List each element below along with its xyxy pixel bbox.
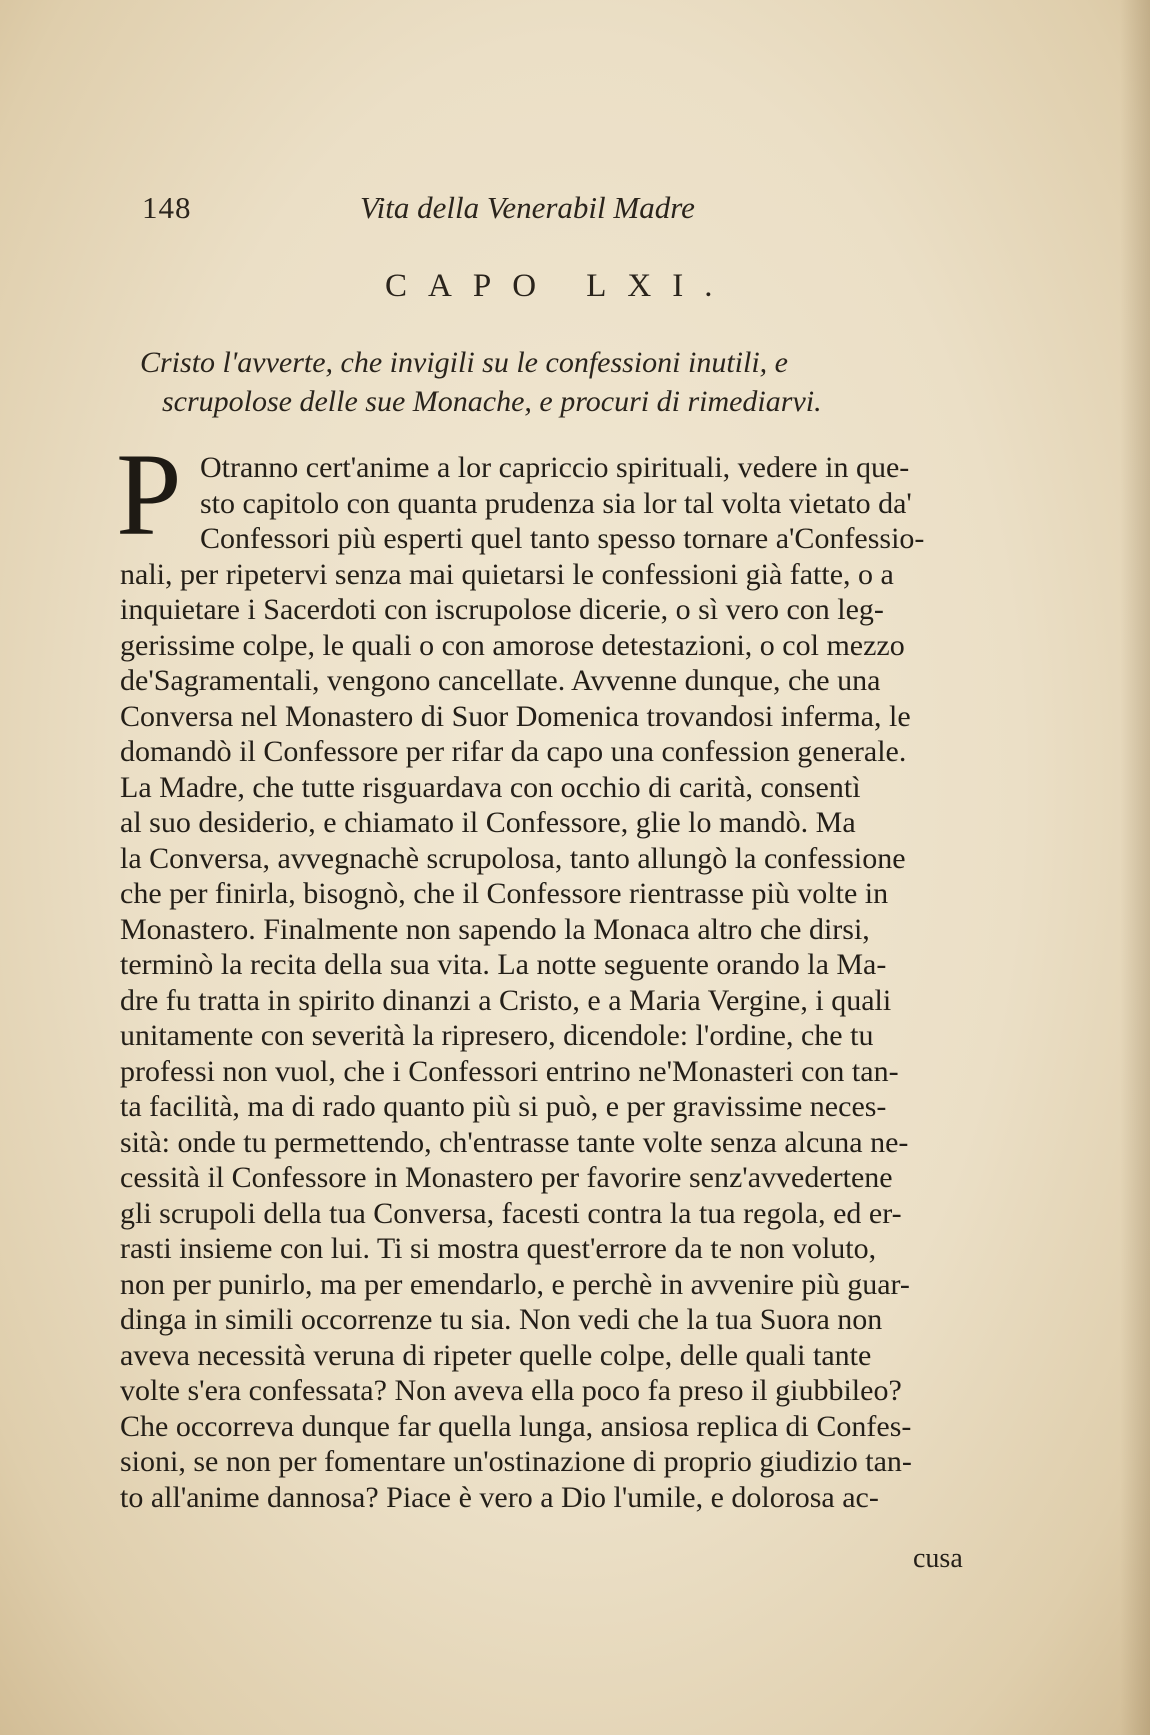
body-line: rasti insieme con lui. Ti si mostra quest'errore da te non voluto, bbox=[120, 1232, 877, 1265]
body-line: sioni, se non per fomentare un'ostinazione di proprio giudizio tan- bbox=[120, 1445, 912, 1478]
summary-line-1: Cristo l'avverte, che invigili su le confessioni inutili, e bbox=[140, 346, 788, 379]
body-line: sto capitolo con quanta prudenza sia lor tal volta vietato da' bbox=[200, 486, 912, 520]
body-line: dinga in simili occorrenze tu sia. Non vedi che la tua Suora non bbox=[120, 1303, 883, 1336]
chapter-title: CAPO LXI. bbox=[385, 268, 734, 304]
body-line: che per finirla, bisognò, che il Confessore rientrasse più volte in bbox=[120, 877, 889, 910]
body-line: de'Sagramentali, vengono cancellate. Avvenne dunque, che una bbox=[120, 664, 881, 697]
body-line: ta facilità, ma di rado quanto più si può, e per gravissime neces- bbox=[120, 1090, 887, 1123]
body-line: dre fu tratta in spirito dinanzi a Cristo, e a Maria Vergine, i quali bbox=[120, 983, 892, 1017]
body-line: sità: onde tu permettendo, ch'entrasse tante volte senza alcuna ne- bbox=[120, 1125, 909, 1159]
body-line: Monastero. Finalmente non sapendo la Monaca altro che dirsi, bbox=[120, 912, 870, 946]
body-line: cessità il Confessore in Monastero per favorire senz'avvedertene bbox=[120, 1161, 893, 1194]
body-line: professi non vuol, che i Confessori entrino ne'Monasteri con tan- bbox=[120, 1054, 899, 1088]
body-line: volte s'era confessata? Non aveva ella poco fa preso il giubbileo? bbox=[120, 1374, 902, 1407]
body-line: unitamente con severità la ripresero, dicendole: l'ordine, che tu bbox=[120, 1019, 874, 1052]
body-line: La Madre, che tutte risguardava con occhio di carità, consentì bbox=[120, 770, 861, 804]
running-title: Vita della Venerabil Madre bbox=[360, 190, 695, 225]
body-line: gerissime colpe, le quali o con amorose detestazioni, o col mezzo bbox=[120, 628, 905, 662]
body-line: aveva necessità veruna di ripeter quelle colpe, delle quali tante bbox=[120, 1338, 872, 1372]
body-line: Confessori più esperti quel tanto spesso tornare a'Confessio- bbox=[200, 522, 925, 555]
summary-line-2: scrupolose delle sue Monache, e procuri di rimediarvi. bbox=[162, 385, 822, 418]
body-line: Che occorreva dunque far quella lunga, ansiosa replica di Confes- bbox=[120, 1409, 912, 1443]
body-text bbox=[120, 450, 1000, 1515]
page-edge-shadow bbox=[1120, 0, 1150, 1735]
body-line: inquietare i Sacerdoti con iscrupolose dicerie, o sì vero con leg- bbox=[120, 593, 884, 626]
page-number: 148 bbox=[142, 190, 192, 225]
body-line: gli scrupoli della tua Conversa, facesti contra la tua regola, ed er- bbox=[120, 1196, 902, 1230]
body-line: al suo desiderio, e chiamato il Confessore, glie lo mandò. Ma bbox=[120, 806, 856, 839]
chapter-summary bbox=[140, 343, 990, 421]
body-line: Otranno cert'anime a lor capriccio spirituali, vedere in que- bbox=[200, 451, 910, 484]
body-line: domandò il Confessore per rifar da capo una confession generale. bbox=[120, 735, 907, 768]
body-line: nali, per ripetervi senza mai quietarsi le confessioni già fatte, o a bbox=[120, 557, 894, 591]
body-line: la Conversa, avvegnachè scrupolosa, tanto allungò la confessione bbox=[120, 841, 906, 875]
body-line: non per punirlo, ma per emendarlo, e perchè in avvenire più guar- bbox=[120, 1267, 910, 1301]
body-line: terminò la recita della sua vita. La notte seguente orando la Ma- bbox=[120, 948, 887, 981]
body-line: to all'anime dannosa? Piace è vero a Dio l'umile, e dolorosa ac- bbox=[120, 1480, 879, 1514]
drop-cap: P bbox=[116, 429, 182, 560]
body-line: Conversa nel Monastero di Suor Domenica trovandosi inferma, le bbox=[120, 699, 911, 733]
catchword: cusa bbox=[913, 1543, 963, 1574]
running-header bbox=[142, 190, 802, 230]
